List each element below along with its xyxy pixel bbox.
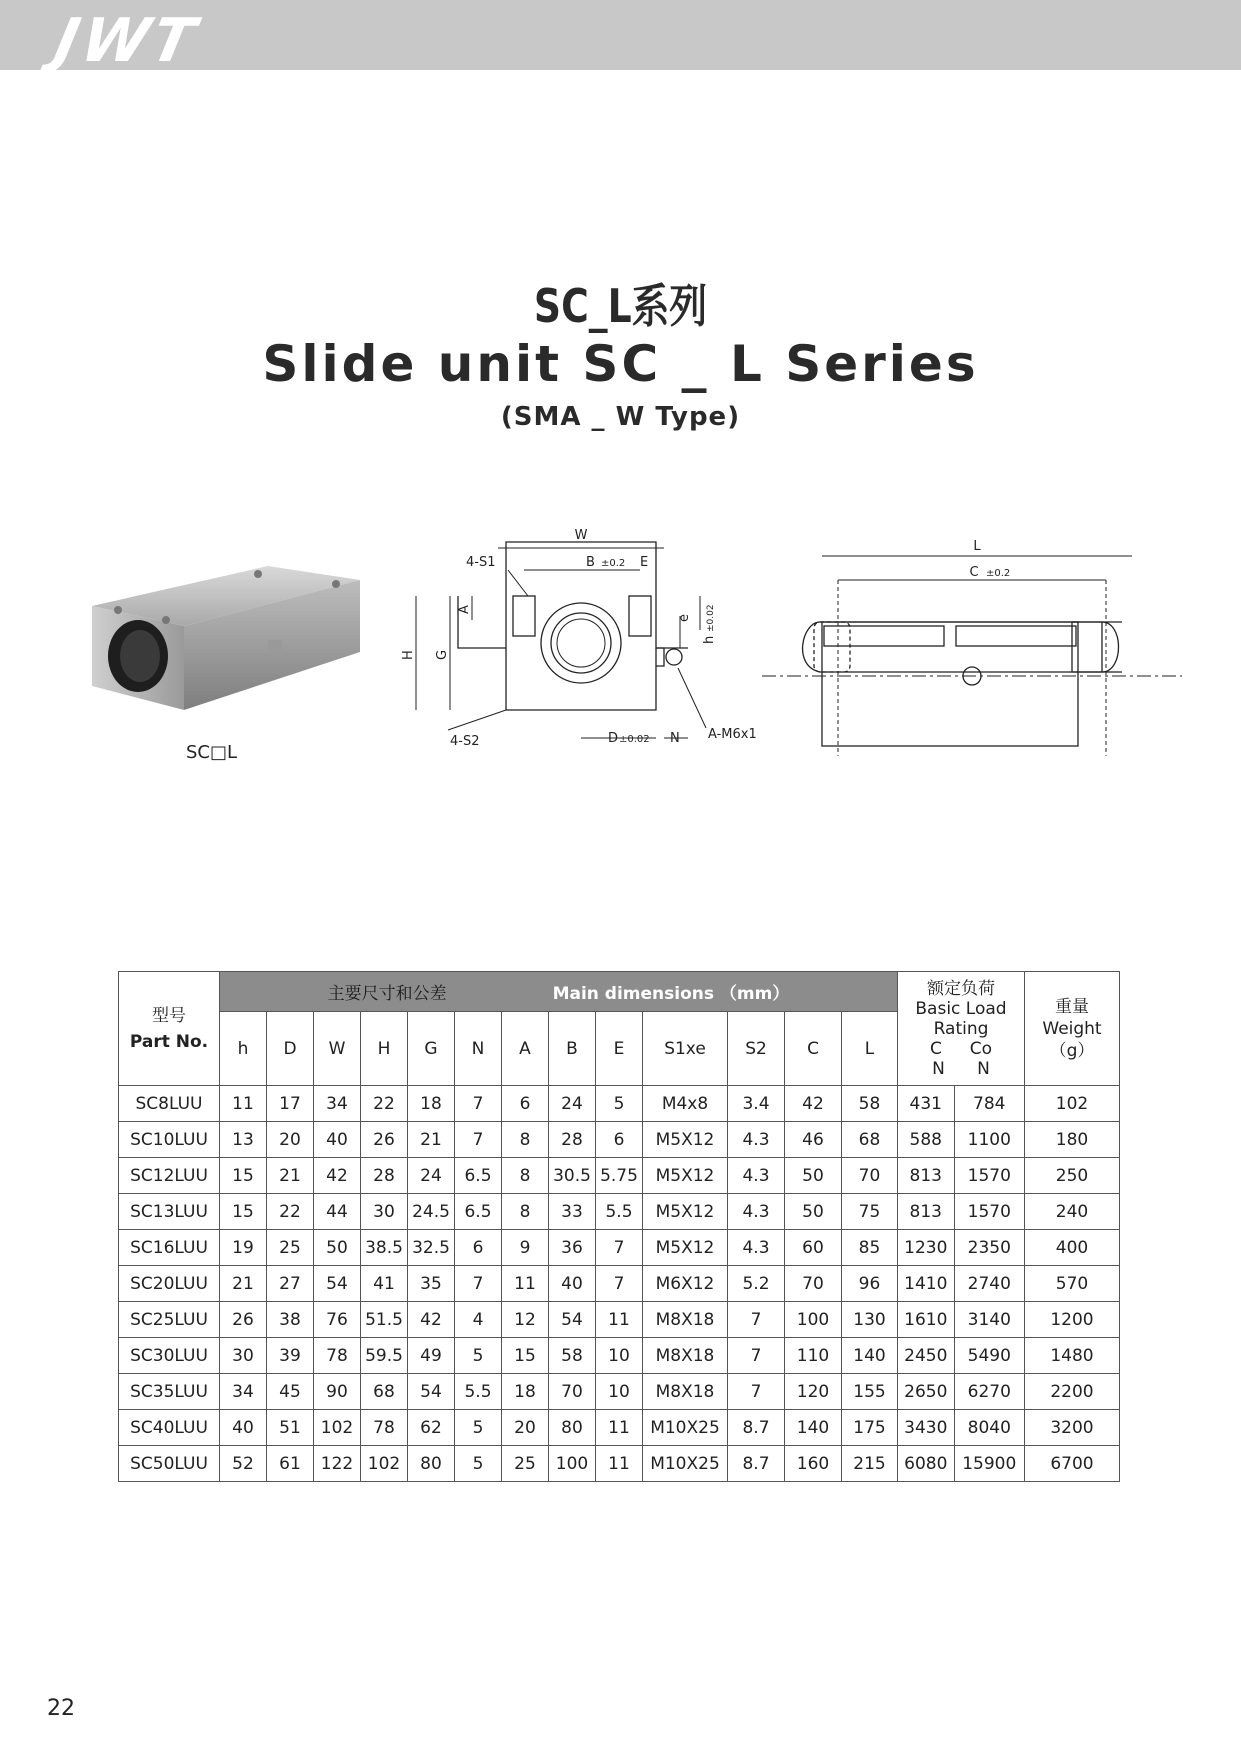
table-cell: 1230 (898, 1230, 955, 1266)
part-number-cell: SC13LUU (119, 1194, 220, 1230)
table-cell: 40 (314, 1122, 361, 1158)
table-cell: 155 (842, 1374, 898, 1410)
table-cell: 4.3 (728, 1122, 785, 1158)
table-cell: 813 (898, 1158, 955, 1194)
subtitle: (SMA _ W Type) (500, 402, 741, 432)
table-cell: 160 (785, 1446, 842, 1482)
load-header-en1: Basic Load (915, 998, 1007, 1019)
table-cell: 96 (842, 1266, 898, 1302)
table-cell: 70 (785, 1266, 842, 1302)
table-cell: 5 (455, 1446, 502, 1482)
table-cell: M6X12 (643, 1266, 728, 1302)
table-cell: 68 (361, 1374, 408, 1410)
table-cell: 100 (549, 1446, 596, 1482)
table-cell: 24 (408, 1158, 455, 1194)
table-cell: 25 (267, 1230, 314, 1266)
label-n: N (670, 731, 680, 746)
table-cell: 110 (785, 1338, 842, 1374)
title-english: Slide unit SC _ L Series (262, 335, 979, 393)
table-cell: 5.5 (596, 1194, 643, 1230)
table-cell: 6270 (954, 1374, 1024, 1410)
table-cell: 70 (549, 1374, 596, 1410)
table-cell: 39 (267, 1338, 314, 1374)
table-cell: 588 (898, 1122, 955, 1158)
table-cell: 5.75 (596, 1158, 643, 1194)
col-header: B (549, 1012, 596, 1086)
table-cell: 8 (502, 1194, 549, 1230)
table-cell: 27 (267, 1266, 314, 1302)
table-cell: 44 (314, 1194, 361, 1230)
label-d-tol: ±0.02 (619, 734, 650, 745)
table-cell: 140 (842, 1338, 898, 1374)
table-cell: 5490 (954, 1338, 1024, 1374)
part-number-cell: SC35LUU (119, 1374, 220, 1410)
table-cell: 122 (314, 1446, 361, 1482)
part-number-cell: SC20LUU (119, 1266, 220, 1302)
table-cell: 41 (361, 1266, 408, 1302)
table-cell: 5 (455, 1410, 502, 1446)
table-cell: 15 (502, 1338, 549, 1374)
table-cell: 102 (361, 1446, 408, 1482)
table-cell: 3430 (898, 1410, 955, 1446)
table-cell: 42 (408, 1302, 455, 1338)
table-cell: 5 (455, 1338, 502, 1374)
table-cell: 2650 (898, 1374, 955, 1410)
table-cell: 34 (314, 1086, 361, 1122)
table-cell: 20 (502, 1410, 549, 1446)
table-cell: 8.7 (728, 1410, 785, 1446)
col-header: W (314, 1012, 361, 1086)
table-cell: 4.3 (728, 1230, 785, 1266)
table-cell: 3.4 (728, 1086, 785, 1122)
label-c-tol: ±0.2 (986, 568, 1011, 579)
table-cell: 18 (408, 1086, 455, 1122)
table-cell: 1200 (1025, 1302, 1120, 1338)
weight-header (1025, 972, 1120, 1086)
main-dimensions-header (220, 972, 898, 1012)
label-l: L (973, 539, 981, 554)
table-cell: 33 (549, 1194, 596, 1230)
table-cell: 6.5 (455, 1158, 502, 1194)
table-cell: 100 (785, 1302, 842, 1338)
part-number-cell: SC50LUU (119, 1446, 220, 1482)
table-cell: 76 (314, 1302, 361, 1338)
table-cell: 40 (220, 1410, 267, 1446)
table-cell: 21 (220, 1266, 267, 1302)
table-row (119, 1338, 1120, 1374)
col-header: A (502, 1012, 549, 1086)
table-cell: M8X18 (643, 1338, 728, 1374)
table-cell: 42 (785, 1086, 842, 1122)
table-cell: 35 (408, 1266, 455, 1302)
table-cell: 7 (455, 1122, 502, 1158)
table-cell: 90 (314, 1374, 361, 1410)
table-cell: 40 (549, 1266, 596, 1302)
table-cell: 25 (502, 1446, 549, 1482)
load-c-label: C (929, 1038, 942, 1059)
part-number-cell: SC10LUU (119, 1122, 220, 1158)
table-cell: 68 (842, 1122, 898, 1158)
table-cell: 46 (785, 1122, 842, 1158)
table-cell: 78 (361, 1410, 408, 1446)
part-number-cell: SC30LUU (119, 1338, 220, 1374)
table-cell: 4 (455, 1302, 502, 1338)
table-cell: 45 (267, 1374, 314, 1410)
table-cell: 11 (220, 1086, 267, 1122)
table-cell: 50 (314, 1230, 361, 1266)
table-cell: 7 (596, 1266, 643, 1302)
table-cell: 400 (1025, 1230, 1120, 1266)
table-row (119, 1302, 1120, 1338)
label-h-tol-value: ±0.02 (706, 604, 716, 632)
table-cell: 10 (596, 1338, 643, 1374)
label-d: D (608, 731, 619, 746)
table-row (119, 1266, 1120, 1302)
table-cell: 51 (267, 1410, 314, 1446)
table-body (119, 1086, 1120, 1482)
load-header-en2: Rating (933, 1018, 989, 1039)
table-cell: 8040 (954, 1410, 1024, 1446)
table-cell: M10X25 (643, 1446, 728, 1482)
label-e-upper: E (640, 555, 649, 570)
table-cell: 75 (842, 1194, 898, 1230)
table-cell: 54 (314, 1266, 361, 1302)
table-cell: 3200 (1025, 1410, 1120, 1446)
table-cell: 51.5 (361, 1302, 408, 1338)
table-cell: 11 (596, 1410, 643, 1446)
table-cell: 36 (549, 1230, 596, 1266)
table-cell: 7 (596, 1230, 643, 1266)
table-cell: 7 (728, 1302, 785, 1338)
table-row (119, 1446, 1120, 1482)
table-cell: 7 (455, 1086, 502, 1122)
part-header-en: Part No. (129, 1031, 209, 1052)
table-cell: 38.5 (361, 1230, 408, 1266)
table-cell: M4x8 (643, 1086, 728, 1122)
part-number-cell: SC8LUU (119, 1086, 220, 1122)
label-H: H (401, 650, 416, 660)
table-cell: 6 (455, 1230, 502, 1266)
table-cell: 2450 (898, 1338, 955, 1374)
col-header: N (455, 1012, 502, 1086)
table-cell: 10 (596, 1374, 643, 1410)
table-cell: 58 (842, 1086, 898, 1122)
label-grease: A-M6x1 (708, 727, 757, 742)
table-cell: 6 (502, 1086, 549, 1122)
col-header: L (842, 1012, 898, 1086)
table-cell: M5X12 (643, 1194, 728, 1230)
table-cell: 4.3 (728, 1158, 785, 1194)
table-cell: 70 (842, 1158, 898, 1194)
load-header-cn: 额定负荷 (927, 978, 995, 999)
table-cell: 5.5 (455, 1374, 502, 1410)
table-cell: 34 (220, 1374, 267, 1410)
load-co-label: Co (969, 1038, 993, 1059)
table-cell: 813 (898, 1194, 955, 1230)
table-cell: 78 (314, 1338, 361, 1374)
table-cell: 250 (1025, 1158, 1120, 1194)
table-cell: 22 (267, 1194, 314, 1230)
part-number-cell: SC40LUU (119, 1410, 220, 1446)
table-cell: 431 (898, 1086, 955, 1122)
table-cell: 11 (502, 1266, 549, 1302)
table-cell: M10X25 (643, 1410, 728, 1446)
col-header: h (220, 1012, 267, 1086)
table-cell: 2200 (1025, 1374, 1120, 1410)
table-cell: 22 (361, 1086, 408, 1122)
col-header: S2 (728, 1012, 785, 1086)
table-cell: 1480 (1025, 1338, 1120, 1374)
col-header: D (267, 1012, 314, 1086)
table-cell: 8 (502, 1122, 549, 1158)
part-number-cell: SC25LUU (119, 1302, 220, 1338)
table-cell: 1100 (954, 1122, 1024, 1158)
table-cell: 4.3 (728, 1194, 785, 1230)
table-cell: 80 (549, 1410, 596, 1446)
table-cell: 11 (596, 1446, 643, 1482)
table-cell: 11 (596, 1302, 643, 1338)
table-cell: 9 (502, 1230, 549, 1266)
table-cell: 15 (220, 1158, 267, 1194)
weight-header-cn: 重量 (1055, 996, 1089, 1017)
table-cell: 62 (408, 1410, 455, 1446)
table-cell: 1610 (898, 1302, 955, 1338)
table-cell: 85 (842, 1230, 898, 1266)
table-cell: 60 (785, 1230, 842, 1266)
table-cell: 6 (596, 1122, 643, 1158)
table-row (119, 1194, 1120, 1230)
col-header: E (596, 1012, 643, 1086)
table-cell: 7 (728, 1338, 785, 1374)
table-cell: 28 (549, 1122, 596, 1158)
table-cell: 7 (728, 1374, 785, 1410)
header-bar (0, 0, 1241, 76)
table-cell: 21 (408, 1122, 455, 1158)
part-header-cn: 型号 (152, 1005, 186, 1026)
table-cell: 6700 (1025, 1446, 1120, 1482)
part-number-cell: SC12LUU (119, 1158, 220, 1194)
table-cell: 80 (408, 1446, 455, 1482)
table-cell: 102 (1025, 1086, 1120, 1122)
label-c: C (969, 565, 979, 580)
table-cell: 1410 (898, 1266, 955, 1302)
table-cell: 52 (220, 1446, 267, 1482)
weight-header-unit: （g） (1049, 1040, 1095, 1061)
table-cell: 54 (408, 1374, 455, 1410)
table-cell: M5X12 (643, 1230, 728, 1266)
table-cell: 180 (1025, 1122, 1120, 1158)
photo-caption: SC□L (186, 742, 238, 763)
table-cell: 24.5 (408, 1194, 455, 1230)
col-header: S1xe (643, 1012, 728, 1086)
table-row (119, 1374, 1120, 1410)
load-c-unit: N (932, 1058, 945, 1079)
table-cell: 15900 (954, 1446, 1024, 1482)
table-cell: 120 (785, 1374, 842, 1410)
table-cell: 30 (361, 1194, 408, 1230)
table-cell: 1570 (954, 1194, 1024, 1230)
front-view-drawing (388, 520, 768, 770)
table-cell: 12 (502, 1302, 549, 1338)
table-row (119, 1086, 1120, 1122)
label-G: G (435, 649, 450, 660)
label-s1: 4-S1 (466, 555, 496, 570)
table-row (119, 1122, 1120, 1158)
table-row (119, 1158, 1120, 1194)
table-cell: 54 (549, 1302, 596, 1338)
table-cell: 2350 (954, 1230, 1024, 1266)
table-cell: 50 (785, 1158, 842, 1194)
table-cell: 140 (785, 1410, 842, 1446)
table-cell: 7 (455, 1266, 502, 1302)
table-cell: 102 (314, 1410, 361, 1446)
table-cell: M5X12 (643, 1158, 728, 1194)
table-cell: 18 (502, 1374, 549, 1410)
table-cell: 13 (220, 1122, 267, 1158)
table-cell: 42 (314, 1158, 361, 1194)
side-view-drawing (762, 526, 1182, 756)
table-cell: 1570 (954, 1158, 1024, 1194)
table-cell: 17 (267, 1086, 314, 1122)
product-photo (88, 560, 368, 730)
load-co-unit: N (977, 1058, 990, 1079)
table-cell: 59.5 (361, 1338, 408, 1374)
load-rating-header (898, 972, 1025, 1086)
table-cell: 6080 (898, 1446, 955, 1482)
label-w: W (574, 528, 588, 543)
table-cell: 15 (220, 1194, 267, 1230)
label-h-tol: h (702, 635, 717, 644)
table-cell: M8X18 (643, 1302, 728, 1338)
part-header (119, 972, 220, 1086)
table-cell: 784 (954, 1086, 1024, 1122)
table-cell: 30 (220, 1338, 267, 1374)
table-cell: 50 (785, 1194, 842, 1230)
table-cell: 30.5 (549, 1158, 596, 1194)
title-chinese: SC_L系列 (533, 279, 708, 333)
table-cell: 20 (267, 1122, 314, 1158)
table-cell: 3140 (954, 1302, 1024, 1338)
table-cell: 5.2 (728, 1266, 785, 1302)
table-cell: 130 (842, 1302, 898, 1338)
table-cell: 6.5 (455, 1194, 502, 1230)
main-header-en: Main dimensions （mm） (552, 984, 790, 1004)
table-cell: 5 (596, 1086, 643, 1122)
label-s2: 4-S2 (450, 734, 480, 749)
table-cell: 24 (549, 1086, 596, 1122)
label-b: B (586, 555, 595, 570)
table-cell: M5X12 (643, 1122, 728, 1158)
page-number: 22 (47, 1696, 75, 1721)
table-cell: 58 (549, 1338, 596, 1374)
col-header: H (361, 1012, 408, 1086)
table-cell: 28 (361, 1158, 408, 1194)
table-cell: 240 (1025, 1194, 1120, 1230)
dimensions-table (118, 971, 1120, 1482)
table-cell: 26 (220, 1302, 267, 1338)
table-cell: 21 (267, 1158, 314, 1194)
label-e: e (677, 614, 692, 622)
label-b-tol: ±0.2 (601, 558, 626, 569)
table-cell: 175 (842, 1410, 898, 1446)
weight-header-en: Weight (1042, 1018, 1102, 1039)
part-number-cell: SC16LUU (119, 1230, 220, 1266)
table-cell: 19 (220, 1230, 267, 1266)
table-row (119, 1410, 1120, 1446)
brand-logo: JWT (48, 6, 205, 76)
table-cell: 215 (842, 1446, 898, 1482)
table-row (119, 1230, 1120, 1266)
table-cell: 26 (361, 1122, 408, 1158)
table-cell: 570 (1025, 1266, 1120, 1302)
col-header: C (785, 1012, 842, 1086)
table-cell: 8.7 (728, 1446, 785, 1482)
table-cell: M8X18 (643, 1374, 728, 1410)
label-a: A (457, 605, 472, 614)
col-header: G (408, 1012, 455, 1086)
table-cell: 32.5 (408, 1230, 455, 1266)
table-cell: 8 (502, 1158, 549, 1194)
main-header-cn: 主要尺寸和公差 (327, 984, 447, 1004)
table-cell: 2740 (954, 1266, 1024, 1302)
table-cell: 38 (267, 1302, 314, 1338)
table-cell: 49 (408, 1338, 455, 1374)
table-cell: 61 (267, 1446, 314, 1482)
